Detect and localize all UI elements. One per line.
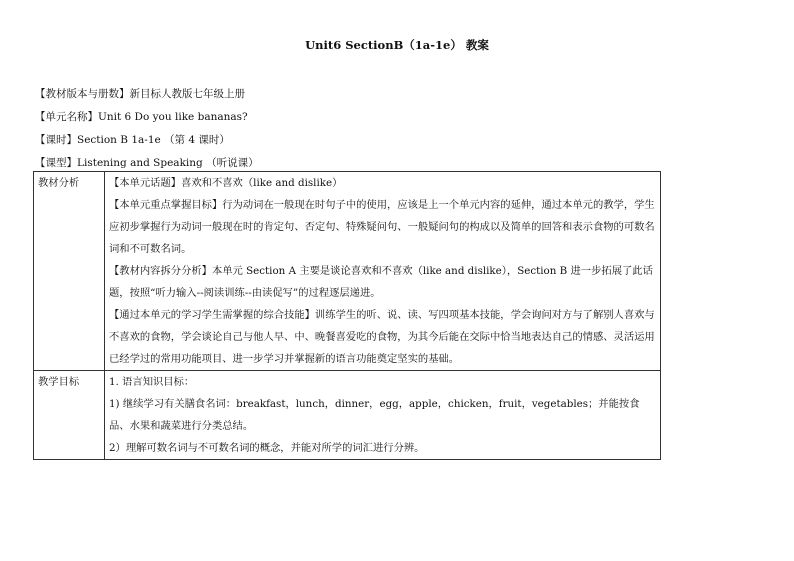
objective-item-1: 1) 继续学习有关膳食名词：breakfast，lunch，dinner，egg，apple，chicken，fruit，vegetables；并能按食品、水果和蔬菜进行分类总结。 [109, 398, 640, 432]
unit-topic-paragraph: 【本单元话题】喜欢和不喜欢（like and dislike） [109, 177, 343, 189]
table-row [34, 172, 661, 371]
meta-textbook-edition: 【教材版本与册数】新目标人教版七年级上册 [35, 88, 245, 100]
meta-lesson-type: 【课型】Listening and Speaking （听说课） [35, 157, 259, 169]
teaching-objectives-cell [105, 371, 661, 460]
document-title: Unit6 SectionB（1a-1e） 教案 [305, 38, 489, 52]
row-label-teaching-objectives: 教学目标 [34, 371, 105, 460]
key-objectives-paragraph: 【本单元重点掌握目标】行为动词在一般现在时句子中的使用，应该是上一个单元内容的延伸，通过本单元的教学，学生应初步掌握行为动词一般现在时的肯定句、否定句、特殊疑问句、一般疑问句的构成以及简单的回答和表示食物的可数名词和不可数名词。 [109, 199, 655, 255]
meta-lesson-period: 【课时】Section B 1a-1e （第 4 课时） [35, 134, 230, 146]
content-analysis-paragraph: 【教材内容拆分分析】本单元 Section A 主要是谈论喜欢和不喜欢（like and dislike），Section B 进一步拓展了此话题，按照“听力输入--阅读训练--由读促写”的过程逐层递进。 [109, 265, 653, 299]
meta-unit-name: 【单元名称】Unit 6 Do you like bananas? [35, 111, 248, 123]
language-knowledge-heading: 1. 语言知识目标： [109, 376, 195, 388]
skills-paragraph: 【通过本单元的学习学生需掌握的综合技能】训练学生的听、说、读、写四项基本技能，学会询问对方与了解别人喜欢与不喜欢的食物，学会谈论自己与他人早、中、晚餐喜爱吃的食物，为其今后能在交际中恰当地表达自己的情感、灵活运用已经学过的常用功能项目、进一步学习并掌握新的语言功能奠定坚实的基础。 [109, 309, 655, 365]
row-label-material-analysis: 教材分析 [34, 172, 105, 371]
material-analysis-cell [105, 172, 661, 371]
table-row [34, 371, 661, 460]
objective-item-2: 2）理解可数名词与不可数名词的概念，并能对所学的词汇进行分辨。 [109, 442, 425, 454]
lesson-plan-table [33, 171, 661, 460]
